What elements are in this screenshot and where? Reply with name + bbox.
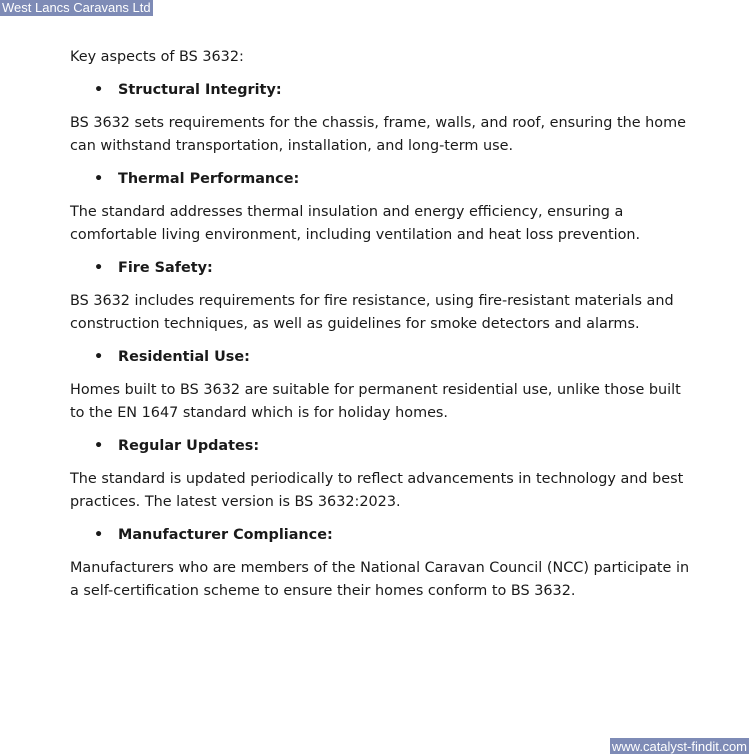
- section-paragraph: BS 3632 includes requirements for fire resistance, using fire-resistant materials and construction techniques, as well as guidelines for smoke detectors and alarms.: [70, 293, 674, 332]
- website-link[interactable]: www.catalyst-findit.com: [611, 739, 747, 754]
- section-heading: [70, 346, 690, 369]
- section-heading: [70, 168, 690, 191]
- section-paragraph: The standard is updated periodically to reflect advancements in technology and best practices. The latest version is BS 3632:2023.: [70, 471, 684, 510]
- section-heading-label: Manufacturer Compliance:: [118, 527, 333, 543]
- section-paragraph: The standard addresses thermal insulation and energy efficiency, ensuring a comfortable living environment, including ventilation and heat loss prevention.: [70, 204, 641, 243]
- section-paragraph: Manufacturers who are members of the National Caravan Council (NCC) participate in a self-certification scheme to ensure their homes conform to BS 3632.: [70, 560, 690, 599]
- bullet-icon: •: [94, 260, 104, 276]
- section-heading-label: Structural Integrity:: [118, 82, 282, 98]
- bullet-icon: •: [94, 82, 104, 98]
- section-paragraph: BS 3632 sets requirements for the chassis, frame, walls, and roof, ensuring the home can withstand transportation, installation, and long-term use.: [70, 115, 686, 154]
- section-heading: [70, 524, 690, 547]
- section-heading-label: Regular Updates:: [118, 438, 260, 454]
- intro-text: Key aspects of BS 3632:: [70, 49, 244, 65]
- section-heading: [70, 79, 690, 102]
- section-heading-label: Fire Safety:: [118, 260, 213, 276]
- section-heading: [70, 257, 690, 280]
- section-heading-label: Residential Use:: [118, 349, 250, 365]
- section-heading-label: Thermal Performance:: [118, 171, 300, 187]
- bullet-icon: •: [94, 438, 104, 454]
- company-name-label: West Lancs Caravans Ltd: [2, 0, 151, 15]
- bullet-icon: •: [94, 171, 104, 187]
- document-body: [70, 46, 690, 613]
- bullet-icon: •: [94, 349, 104, 365]
- bullet-icon: •: [94, 527, 104, 543]
- section-heading: [70, 435, 690, 458]
- section-paragraph: Homes built to BS 3632 are suitable for permanent residential use, unlike those built to the EN 1647 standard which is for holiday homes.: [70, 382, 681, 421]
